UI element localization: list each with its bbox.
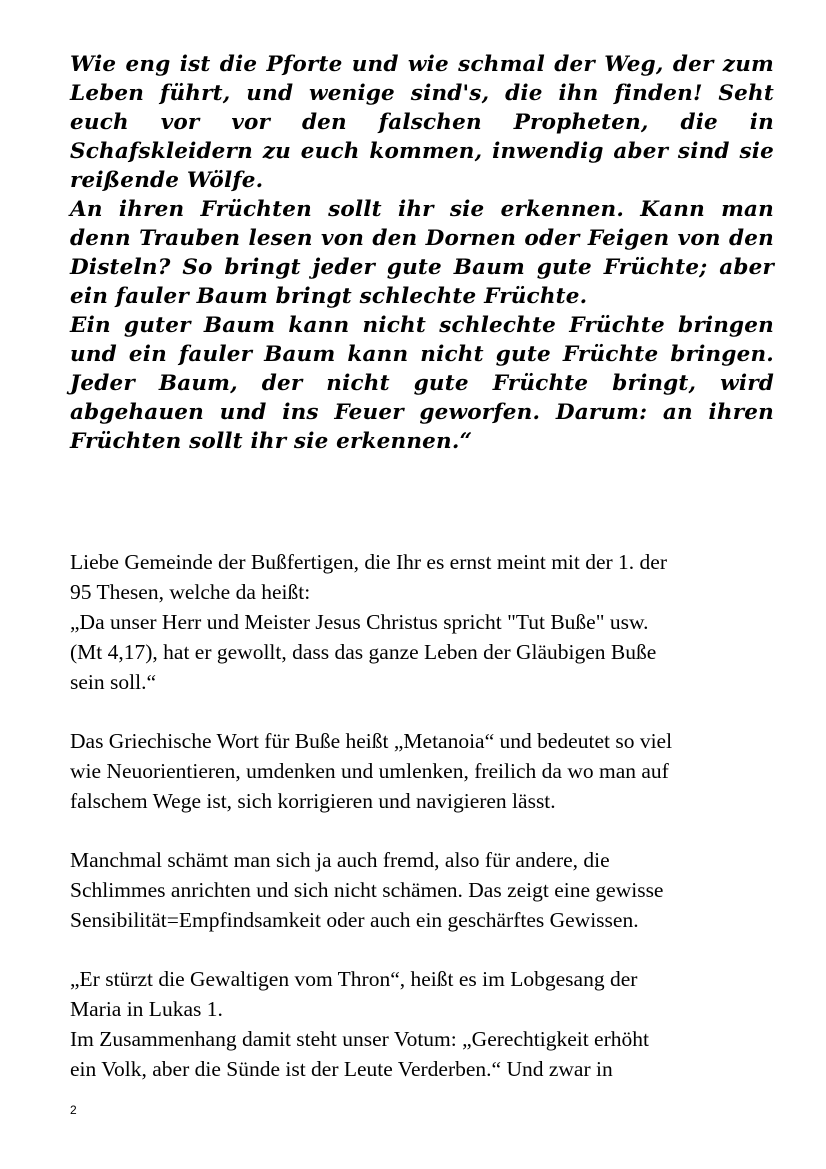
scripture-quote [70, 50, 774, 456]
text-line: Sensibilität=Empfindsamkeit oder auch ein geschärftes Gewissen. [70, 908, 639, 932]
text-line: Im Zusammenhang damit steht unser Votum: „Gerechtigkeit erhöht [70, 1027, 649, 1051]
scripture-paragraph: Ein guter Baum kann nicht schlechte Früchte bringen und ein fauler Baum kann nicht gute Früchte bringen. Jeder Baum, der nicht gute Früchte bringt, wird abgehauen und ins Feuer geworfen. Darum: an ihren Früchten sollt ihr sie erkennen.“ [70, 313, 774, 454]
page-number: 2 [70, 1103, 77, 1117]
paragraph-gap [70, 816, 790, 845]
sermon-text [70, 547, 790, 1084]
text-line: falschem Wege ist, sich korrigieren und navigieren lässt. [70, 789, 556, 813]
text-line: ein Volk, aber die Sünde ist der Leute Verderben.“ Und zwar in [70, 1057, 613, 1081]
text-line: Maria in Lukas 1. [70, 997, 223, 1021]
text-line: „Da unser Herr und Meister Jesus Christus spricht "Tut Buße" usw. [70, 610, 649, 634]
paragraph-gap [70, 935, 790, 964]
text-line: Das Griechische Wort für Buße heißt „Metanoia“ und bedeutet so viel [70, 729, 673, 753]
text-line: „Er stürzt die Gewaltigen vom Thron“, heißt es im Lobgesang der [70, 967, 638, 991]
scripture-paragraph: An ihren Früchten sollt ihr sie erkennen. Kann man denn Trauben lesen von den Dornen oder Feigen von den Disteln? So bringt jeder gute Baum gute Früchte; aber ein fauler Baum bringt schlechte Früchte. [70, 197, 774, 309]
text-line: Liebe Gemeinde der Bußfertigen, die Ihr es ernst meint mit der 1. der [70, 550, 668, 574]
paragraph-gap [70, 697, 790, 726]
text-line: 95 Thesen, welche da heißt: [70, 580, 311, 604]
text-line: sein soll.“ [70, 670, 156, 694]
text-line: (Mt 4,17), hat er gewollt, dass das ganze Leben der Gläubigen Buße [70, 640, 657, 664]
text-line: wie Neuorientieren, umdenken und umlenken, freilich da wo man auf [70, 759, 669, 783]
text-line: Schlimmes anrichten und sich nicht schämen. Das zeigt eine gewisse [70, 878, 664, 902]
text-line: Manchmal schämt man sich ja auch fremd, also für andere, die [70, 848, 610, 872]
scripture-paragraph: Wie eng ist die Pforte und wie schmal der Weg, der zum Leben führt, und wenige sind's, die ihn finden! Seht euch vor vor den falschen Propheten, die in Schafskleidern zu euch kommen, inwendig aber sind sie reißende Wölfe. [70, 52, 774, 193]
